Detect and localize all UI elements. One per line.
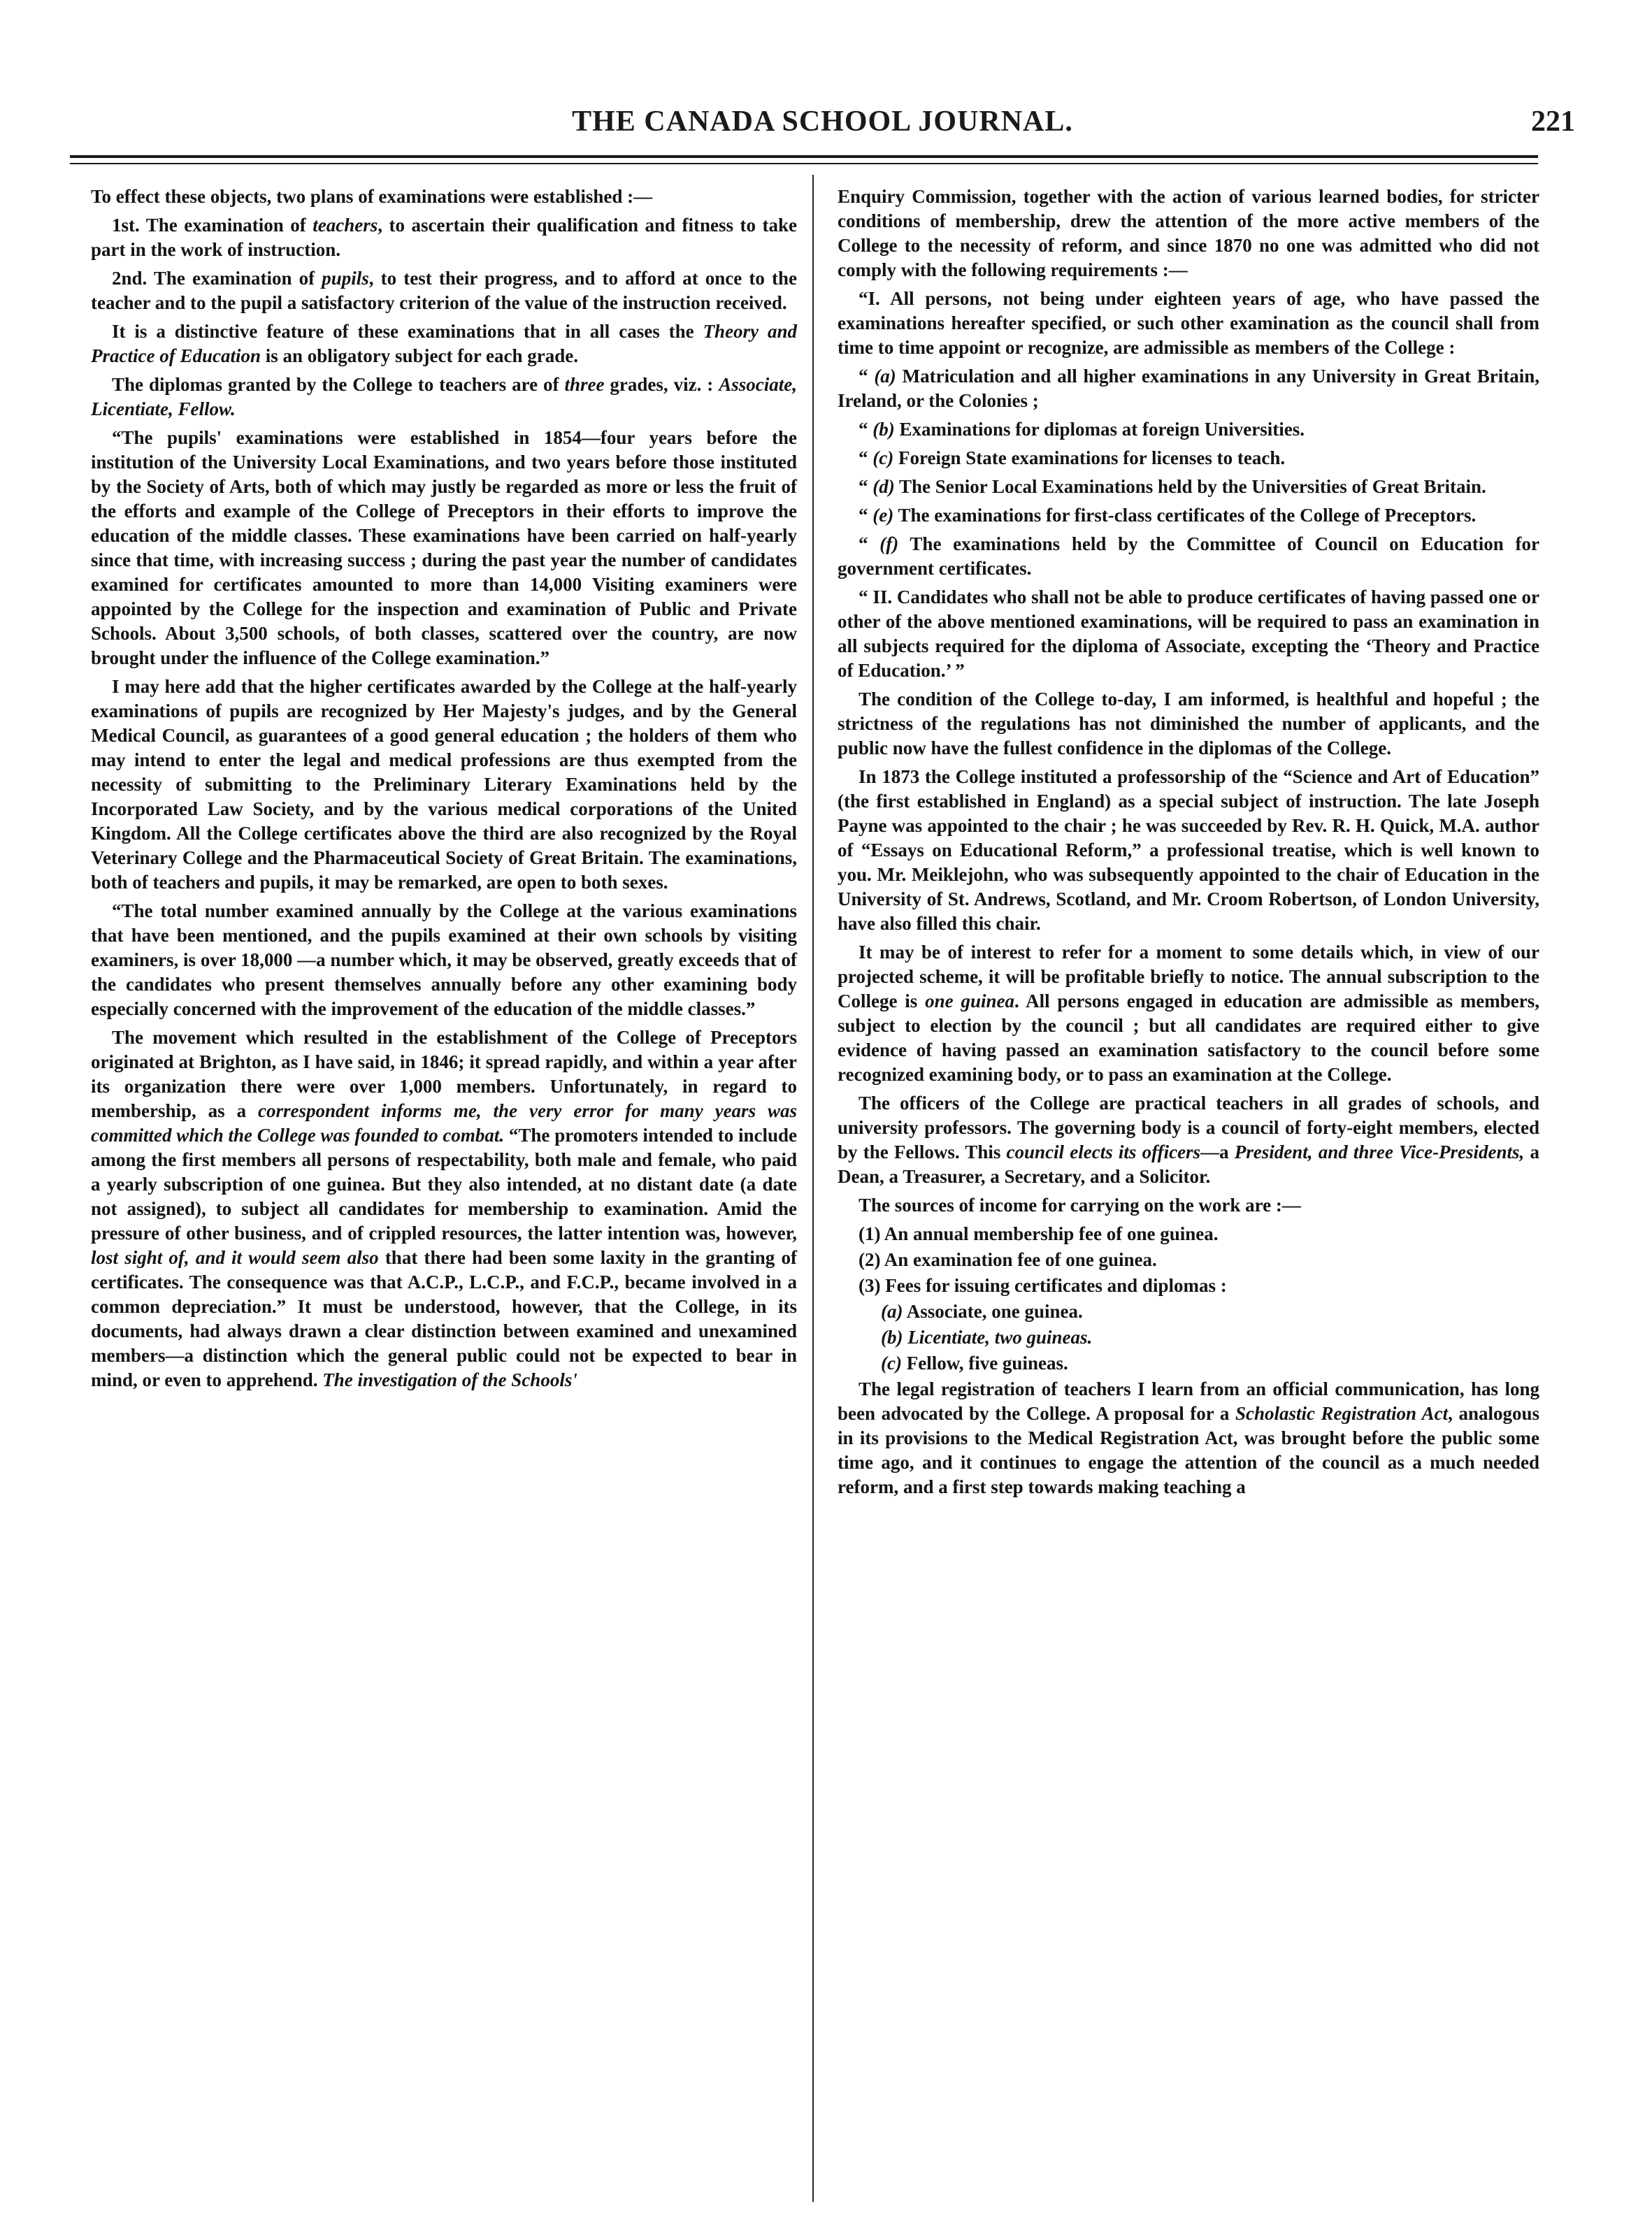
list-item: “ (d) The Senior Local Examinations held by the Universities of Great Britain. — [859, 476, 1486, 497]
paragraph: 1st. The examination of teachers, to ascertain their qualification and fitness to take part in the work of instruction. — [91, 215, 798, 260]
journal-title: THE CANADA SCHOOL JOURNAL. — [572, 106, 1073, 138]
list-item: “ (c) Foreign State examinations for licenses to teach. — [859, 447, 1286, 468]
list-item: “ (b) Examinations for diplomas at foreign Universities. — [859, 419, 1305, 440]
list-item: (b) Licentiate, two guineas. — [881, 1327, 1093, 1348]
paragraph: To effect these objects, two plans of examinations were established :— — [91, 186, 653, 207]
paragraph: “The total number examined annually by the College at the various examinations that have been mentioned, and the pupils examined at their own schools by visiting examiners, is over 18,000 —a number which, it may be observed, greatly exceeds that of the candidates who present themselves annually before any other examining body especially concerned with the improvement of the education of the middle classes.” — [91, 900, 797, 1019]
paragraph: I may here add that the higher certificates awarded by the College at the half-yearly examinations of pupils are recognized by Her Majesty's judges, and by the General Medical Council, as guarantees of a good general education ; the holders of them who may intend to enter the legal and medical professions are thus exempted from the necessity of submitting to the Preliminary Literary Examinations held by the Incorporated Law Society, and by the various medical corporations of the United Kingdom. All the College certificates above the third are also recognized by the Royal Veterinary College and the Pharmaceutical Society of Great Britain. The examinations, both of teachers and pupils, it may be remarked, are open to both sexes. — [91, 676, 797, 893]
paragraph: Enquiry Commission, together with the action of various learned bodies, for stricter conditions of membership, drew the attention of the more active members of the College to the necessity of reform, and since 1870 no one was admitted who did not comply with the following requirements :— — [838, 186, 1539, 280]
paragraph: It may be of interest to refer for a moment to some details which, in view of our projected scheme, it will be profitable briefly to notice. The annual subscription to the College is one guinea. All persons engaged in education are admissible as members, subject to election by the council ; but all candidates are required either to give evidence of having passed an examination satisfactory to the council before some recognized examining body, or to pass an examination at the College. — [838, 942, 1539, 1085]
paragraph: “ II. Candidates who shall not be able to produce certificates of having passed one or other of the above mentioned examinations, will be required to pass an examination in all subjects required for the diploma of Associate, excepting the ‘Theory and Practice of Education.’ ” — [838, 586, 1539, 681]
paragraph: The movement which resulted in the establishment of the College of Preceptors originated at Brighton, as I have said, in 1846; it spread rapidly, and within a year after its organization there were over 1,000 members. Unfortunately, in regard to membership, as a correspondent informs me, the very error for many years was committed which the College was founded to combat. “The promoters intended to include among the first members all persons of respectability, both male and female, who paid a yearly subscription of one guinea. But they also intended, at no distant date (a date not assigned), to subject all candidates for membership to examination. Amid the pressure of other business, and of crippled resources, the latter intention was, however, lost sight of, and it would seem also that there had been some laxity in the granting of certificates. The consequence was that A.C.P., L.C.P., and F.C.P., became involved in a common depreciation.” It must be understood, however, that the College, in its documents, had always drawn a clear distinction between examined and unexamined members—a distinction which the general public could not be expected to bear in mind, or even to apprehend. The investigation of the Schools' — [91, 1027, 798, 1390]
list-item: (3) Fees for issuing certificates and diplomas : — [859, 1275, 1227, 1296]
paragraph: It is a distinctive feature of these examinations that in all cases the Theory and Practice of Education is an obligatory subject for each grade. — [91, 321, 797, 366]
right-column — [838, 185, 1539, 1504]
header-rule-thick — [70, 155, 1538, 158]
column-divider — [812, 175, 814, 2202]
paragraph: The condition of the College to-day, I am informed, is healthful and hopeful ; the strictness of the regulations has not diminished the number of applicants, and the public now have the fullest confidence in the diplomas of the College. — [838, 689, 1539, 758]
paragraph: The officers of the College are practical teachers in all grades of schools, and university professors. The governing body is a council of forty-eight members, elected by the Fellows. This council elects its officers—a President, and three Vice-Presidents, a Dean, a Treasurer, a Secretary, and a Solicitor. — [838, 1093, 1539, 1187]
list-item: “ (f) The examinations held by the Committee of Council on Education for government certificates. — [838, 533, 1540, 579]
list-item: (c) Fellow, five guineas. — [881, 1353, 1068, 1374]
paragraph: The legal registration of teachers I learn from an official communication, has long been advocated by the College. A proposal for a Scholastic Registration Act, analogous in its provisions to the Medical Registration Act, was brought before the public some time ago, and it continues to engage the attention of the council as a much needed reform, and a first step towards making teaching a — [838, 1378, 1539, 1497]
running-head — [70, 105, 1575, 147]
list-item: (2) An examination fee of one guinea. — [859, 1249, 1157, 1270]
paragraph: 2nd. The examination of pupils, to test their progress, and to afford at once to the teacher and to the pupil a satisfactory criterion of the value of the instruction received. — [91, 268, 797, 313]
header-rule-thin — [70, 163, 1538, 164]
paragraph: The diplomas granted by the College to teachers are of three grades, viz. : Associate, Licentiate, Fellow. — [91, 374, 797, 419]
paragraph: The sources of income for carrying on the work are :— — [859, 1195, 1301, 1216]
list-item: (1) An annual membership fee of one guinea. — [859, 1223, 1219, 1244]
paragraph: In 1873 the College instituted a professorship of the “Science and Art of Education” (the first established in England) as a special subject of instruction. The late Joseph Payne was appointed to the chair ; he was succeeded by Rev. R. H. Quick, M.A. author of “Essays on Educational Reform,” a professional treatise, which is well known to you. Mr. Meiklejohn, who was subsequently appointed to the chair of Education in the University of St. Andrews, Scotland, and Mr. Croom Robertson, of London University, have also filled this chair. — [838, 766, 1539, 934]
paragraph: “The pupils' examinations were established in 1854—four years before the institution of the University Local Examinations, and two years before those instituted by the Society of Arts, both of which may justly be regarded as more or less the fruit of the efforts and example of the College of Preceptors in their efforts to improve the education of the middle classes. These examinations have been carried on half-yearly since that time, with increasing success ; during the past year the number of candidates examined for certificates amounted to more than 14,000 Visiting examiners were appointed by the College for the inspection and examination of Public and Private Schools. About 3,500 schools, of both classes, scattered over the country, are now brought under the influence of the College examination.” — [91, 427, 797, 668]
list-item: (a) Associate, one guinea. — [881, 1301, 1083, 1322]
page-number: 221 — [1531, 106, 1575, 138]
list-item: “ (e) The examinations for first-class certificates of the College of Preceptors. — [859, 505, 1477, 526]
paragraph: “I. All persons, not being under eighteen years of age, who have passed the examinations hereafter specified, or such other examination as the council shall from time to time appoint or recognize, are admissible as members of the College : — [838, 288, 1539, 358]
left-column — [91, 185, 797, 1397]
list-item: “ (a) Matriculation and all higher examinations in any University in Great Britain, Ireland, or the Colonies ; — [838, 366, 1539, 411]
